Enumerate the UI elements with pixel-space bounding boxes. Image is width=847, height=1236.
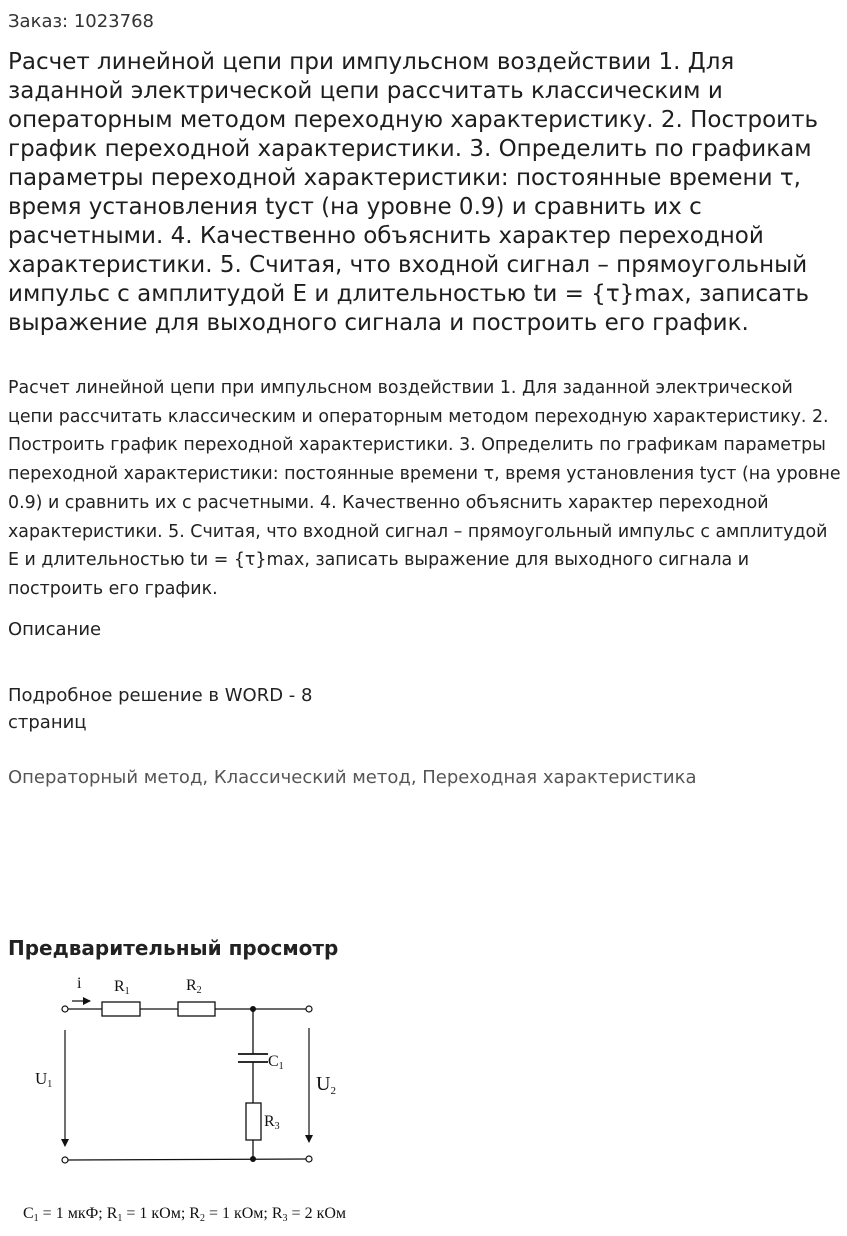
circuit-diagram — [0, 960, 440, 1236]
tags-list: Операторный метод, Классический метод, Переходная характеристика — [8, 767, 697, 788]
r1-label: R1 — [114, 978, 130, 997]
description-heading: Описание — [8, 619, 102, 640]
capacitor-c1 — [238, 1054, 268, 1062]
output-terminal-top — [306, 1006, 312, 1012]
u2-label: $U_2$ — [316, 1073, 336, 1097]
preview-heading: Предварительный просмотр — [8, 936, 339, 960]
input-terminal-bottom — [62, 1157, 68, 1163]
resistor-r2 — [178, 1002, 215, 1016]
r2-label: R2 — [186, 977, 202, 996]
current-label: i — [77, 975, 82, 992]
order-number: Заказ: 1023768 — [8, 11, 154, 32]
circuit-terminals — [62, 1006, 312, 1163]
u1-label: U1 — [35, 1069, 53, 1090]
output-terminal-bottom — [306, 1156, 312, 1162]
r3-label: R3 — [264, 1113, 280, 1132]
circuit-wires — [68, 1009, 306, 1160]
page-title: Расчет линейной цепи при импульсном воздействии 1. Для заданной электрической цепи рассчитать классическим и операторным методом переходную характеристику. 2. Построить график переходной характеристики. 3. Определить по графикам параметры переходной характеристики: постоянные времени τ, время установления tуст (на уровне 0.9) и сравнить их с расчетными. 4. Качественно объяснить характер переходной характеристики. 5. Считая, что входной сигнал – прямоугольный импульс с амплитудой E и длительностью tи = {τ}max, записать выражение для выходного сигнала и построить его график. — [8, 49, 819, 336]
resistor-r3 — [246, 1103, 261, 1140]
node-bottom — [250, 1156, 256, 1162]
component-parameters: C1 = 1 мкФ; R1 = 1 кОм; R2 = 1 кОм; R3 = 2 кОм — [23, 1205, 347, 1224]
node-top — [250, 1006, 256, 1012]
c1-label: C1 — [268, 1053, 284, 1072]
solution-info: Подробное решение в WORD - 8 страниц — [8, 685, 313, 733]
description-text: Расчет линейной цепи при импульсном воздействии 1. Для заданной электрической цепи рассчитать классическим и операторным методом переходную характеристику. 2. Построить график переходной характеристики. 3. Определить по графикам параметры переходной характеристики: постоянные времени τ, время установления tуст (на уровне 0.9) и сравнить их с расчетными. 4. Качественно объяснить характер переходной характеристики. 5. Считая, что входной сигнал – прямоугольный импульс с амплитудой E и длительностью tи = {τ}max, записать выражение для выходного сигнала и построить его график. — [8, 378, 841, 599]
input-terminal-top — [62, 1006, 68, 1012]
resistor-r1 — [102, 1002, 140, 1016]
